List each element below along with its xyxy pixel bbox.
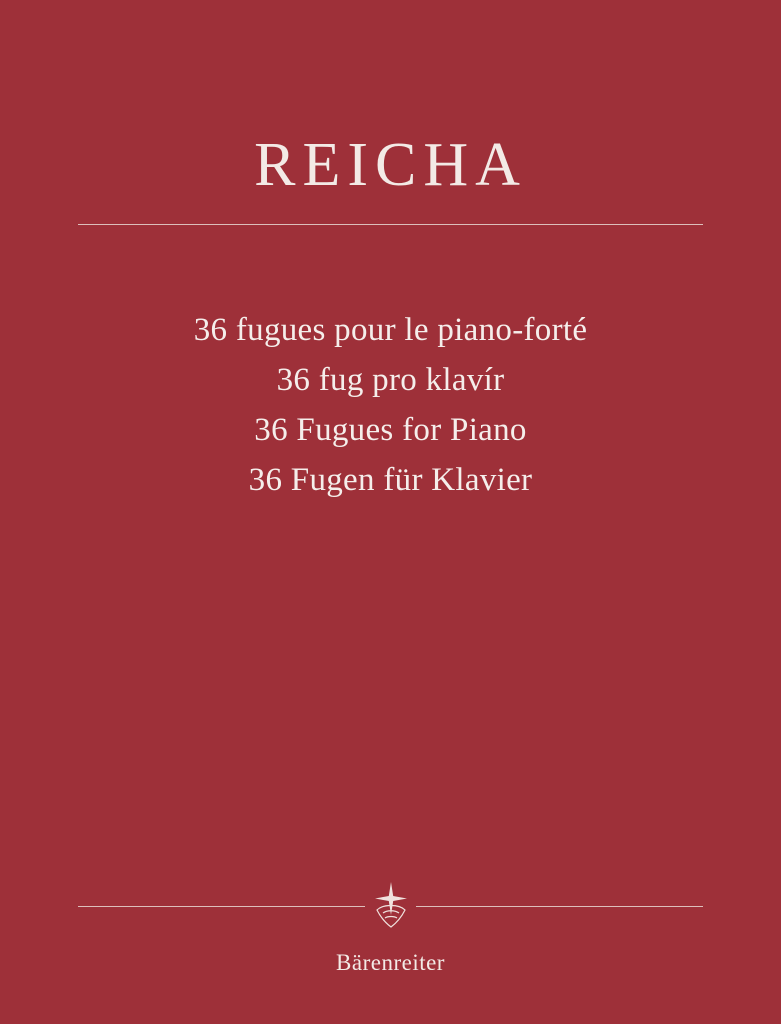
divider-bottom-left bbox=[78, 906, 365, 907]
title-line-german: 36 Fugen für Klavier bbox=[248, 462, 533, 498]
composer-name: REICHA bbox=[254, 131, 527, 199]
title-line-english: 36 Fugues for Piano bbox=[254, 412, 527, 448]
title-line-czech: 36 fug pro klavír bbox=[276, 362, 505, 398]
title-block bbox=[0, 305, 781, 505]
divider-bottom-right bbox=[416, 906, 703, 907]
barenreiter-star-logo-icon bbox=[363, 880, 419, 932]
publisher-name: Bärenreiter bbox=[336, 950, 445, 975]
title-line-french: 36 fugues pour le piano-forté bbox=[193, 312, 588, 348]
divider-top bbox=[78, 224, 703, 225]
